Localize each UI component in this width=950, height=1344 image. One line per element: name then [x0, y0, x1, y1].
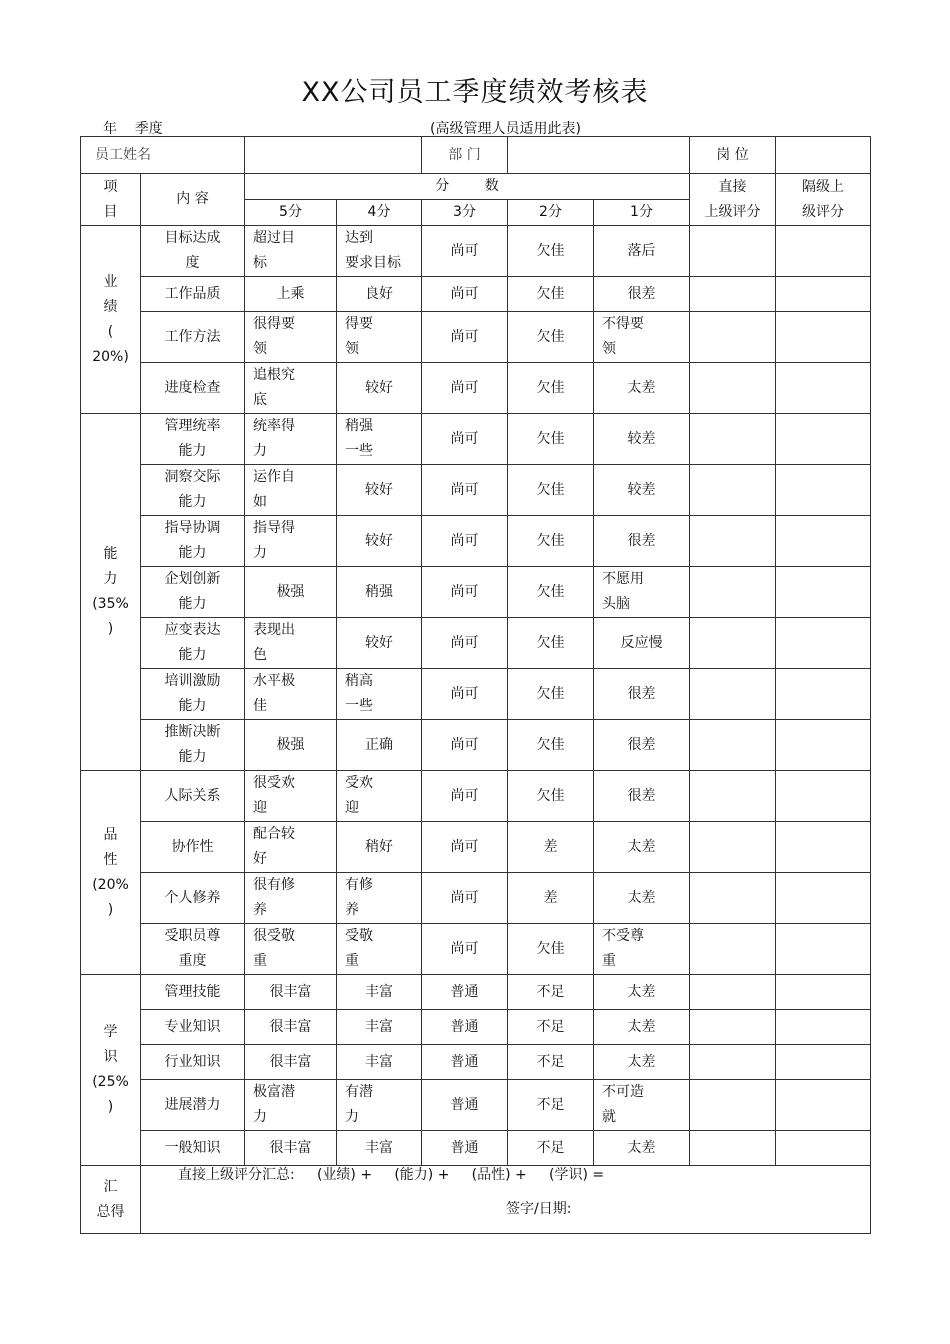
- criterion-label: 进度检查: [141, 363, 245, 414]
- score-4-descriptor: 正确: [337, 720, 422, 771]
- score-5-descriptor: 很受敬 重: [245, 924, 337, 975]
- table-row: [81, 465, 871, 516]
- score-2-descriptor: 欠佳: [508, 567, 594, 618]
- score-3-descriptor: 尚可: [422, 822, 508, 873]
- score-4-descriptor: 达到 要求目标: [337, 226, 422, 277]
- score-5-descriptor: 水平极 佳: [245, 669, 337, 720]
- table-row: [81, 1045, 871, 1080]
- criterion-label: 指导协调 能力: [141, 516, 245, 567]
- department-label: 部 门: [422, 137, 508, 174]
- info-row: [81, 137, 871, 174]
- score-1-header: 1分: [594, 200, 690, 226]
- score-1-descriptor: 不得要 领: [594, 312, 690, 363]
- skip-level-score-cell[interactable]: [776, 1080, 871, 1131]
- criterion-label: 人际关系: [141, 771, 245, 822]
- score-2-descriptor: 欠佳: [508, 924, 594, 975]
- direct-supervisor-score-cell[interactable]: [690, 277, 776, 312]
- score-4-descriptor: 丰富: [337, 1045, 422, 1080]
- summary-label: 汇 总得: [81, 1166, 141, 1234]
- direct-supervisor-score-cell[interactable]: [690, 414, 776, 465]
- score-1-descriptor: 不受尊 重: [594, 924, 690, 975]
- score-4-descriptor: 丰富: [337, 975, 422, 1010]
- direct-supervisor-score-cell[interactable]: [690, 720, 776, 771]
- score-1-descriptor: 较差: [594, 414, 690, 465]
- score-1-descriptor: 反应慢: [594, 618, 690, 669]
- table-row: [81, 312, 871, 363]
- score-2-descriptor: 欠佳: [508, 720, 594, 771]
- score-1-descriptor: 很差: [594, 277, 690, 312]
- score-3-descriptor: 尚可: [422, 618, 508, 669]
- score-1-descriptor: 太差: [594, 1010, 690, 1045]
- score-5-header: 5分: [245, 200, 337, 226]
- item-header: 项 目: [81, 174, 141, 226]
- criterion-label: 推断决断 能力: [141, 720, 245, 771]
- criterion-label: 一般知识: [141, 1131, 245, 1166]
- score-4-descriptor: 受敬 重: [337, 924, 422, 975]
- criterion-label: 专业知识: [141, 1010, 245, 1045]
- summary-formula: 直接上级评分汇总: (业绩) + (能力) + (品性) + (学识) =: [178, 1167, 605, 1183]
- criterion-label: 工作方法: [141, 312, 245, 363]
- table-row: [81, 924, 871, 975]
- skip-level-score-cell[interactable]: [776, 924, 871, 975]
- score-5-descriptor: 很丰富: [245, 1010, 337, 1045]
- score-2-descriptor: 不足: [508, 1045, 594, 1080]
- score-3-descriptor: 尚可: [422, 312, 508, 363]
- score-5-descriptor: 超过目 标: [245, 226, 337, 277]
- table-row: [81, 567, 871, 618]
- direct-supervisor-score-cell[interactable]: [690, 822, 776, 873]
- score-4-descriptor: 较好: [337, 618, 422, 669]
- score-5-descriptor: 极强: [245, 720, 337, 771]
- score-1-descriptor: 很差: [594, 771, 690, 822]
- score-3-descriptor: 尚可: [422, 771, 508, 822]
- score-5-descriptor: 很丰富: [245, 1131, 337, 1166]
- score-5-descriptor: 追根究 底: [245, 363, 337, 414]
- score-2-descriptor: 欠佳: [508, 226, 594, 277]
- criterion-label: 目标达成 度: [141, 226, 245, 277]
- score-1-descriptor: 很差: [594, 720, 690, 771]
- score-1-descriptor: 太差: [594, 873, 690, 924]
- score-2-descriptor: 欠佳: [508, 669, 594, 720]
- summary-section: [140, 1158, 870, 1226]
- score-4-descriptor: 丰富: [337, 1010, 422, 1045]
- score-4-descriptor: 稍强: [337, 567, 422, 618]
- score-2-descriptor: 不足: [508, 1080, 594, 1131]
- score-3-descriptor: 尚可: [422, 924, 508, 975]
- score-1-descriptor: 太差: [594, 1045, 690, 1080]
- score-5-descriptor: 很丰富: [245, 1045, 337, 1080]
- criterion-label: 进展潜力: [141, 1080, 245, 1131]
- table-row: [81, 771, 871, 822]
- direct-supervisor-score-cell[interactable]: [690, 363, 776, 414]
- score-1-descriptor: 太差: [594, 363, 690, 414]
- skip-level-score-cell[interactable]: [776, 975, 871, 1010]
- post-field[interactable]: [776, 137, 871, 174]
- score-4-descriptor: 良好: [337, 277, 422, 312]
- category-label: 品 性 (20% ): [81, 771, 141, 975]
- table-row: [81, 363, 871, 414]
- criterion-label: 企划创新 能力: [141, 567, 245, 618]
- skip-level-score-cell[interactable]: [776, 516, 871, 567]
- direct-supervisor-score-cell[interactable]: [690, 771, 776, 822]
- score-3-descriptor: 尚可: [422, 567, 508, 618]
- score-3-descriptor: 尚可: [422, 277, 508, 312]
- score-1-descriptor: 很差: [594, 516, 690, 567]
- direct-supervisor-score-cell[interactable]: [690, 618, 776, 669]
- criterion-label: 管理技能: [141, 975, 245, 1010]
- criterion-label: 工作品质: [141, 277, 245, 312]
- skip-level-score-cell[interactable]: [776, 822, 871, 873]
- content-header: 内 容: [141, 174, 245, 226]
- score-3-descriptor: 尚可: [422, 363, 508, 414]
- table-row: [81, 618, 871, 669]
- table-row: [81, 414, 871, 465]
- skip-level-score-cell[interactable]: [776, 312, 871, 363]
- signature-date-label: 签字/日期:: [506, 1201, 572, 1217]
- score-3-descriptor: 普通: [422, 1045, 508, 1080]
- score-3-header: 3分: [422, 200, 508, 226]
- table-row: [81, 1010, 871, 1045]
- skip-level-score-cell[interactable]: [776, 567, 871, 618]
- score-4-descriptor: 有潜 力: [337, 1080, 422, 1131]
- score-4-descriptor: 较好: [337, 363, 422, 414]
- score-2-descriptor: 不足: [508, 975, 594, 1010]
- direct-supervisor-score-cell[interactable]: [690, 1080, 776, 1131]
- table-row: [81, 669, 871, 720]
- score-1-descriptor: 较差: [594, 465, 690, 516]
- table-row: [81, 873, 871, 924]
- employee-name-field[interactable]: [245, 137, 422, 174]
- score-4-descriptor: 较好: [337, 516, 422, 567]
- score-2-descriptor: 欠佳: [508, 414, 594, 465]
- score-2-descriptor: 欠佳: [508, 277, 594, 312]
- criterion-label: 管理统率 能力: [141, 414, 245, 465]
- score-5-descriptor: 配合较 好: [245, 822, 337, 873]
- score-5-descriptor: 统率得 力: [245, 414, 337, 465]
- skip-level-score-cell[interactable]: [776, 277, 871, 312]
- score-2-header: 2分: [508, 200, 594, 226]
- skip-level-score-cell[interactable]: [776, 720, 871, 771]
- skip-level-score-cell[interactable]: [776, 1010, 871, 1045]
- score-3-descriptor: 尚可: [422, 516, 508, 567]
- direct-supervisor-score-cell[interactable]: [690, 873, 776, 924]
- score-5-descriptor: 指导得 力: [245, 516, 337, 567]
- period-label: 年 季度: [103, 121, 163, 137]
- score-5-descriptor: 极富潜 力: [245, 1080, 337, 1131]
- criterion-label: 培训激励 能力: [141, 669, 245, 720]
- score-2-descriptor: 差: [508, 873, 594, 924]
- score-4-descriptor: 丰富: [337, 1131, 422, 1166]
- score-5-descriptor: 上乘: [245, 277, 337, 312]
- score-3-descriptor: 尚可: [422, 414, 508, 465]
- score-2-descriptor: 欠佳: [508, 771, 594, 822]
- criterion-label: 协作性: [141, 822, 245, 873]
- score-4-descriptor: 得要 领: [337, 312, 422, 363]
- score-1-descriptor: 太差: [594, 1131, 690, 1166]
- skip-level-score-cell[interactable]: [776, 465, 871, 516]
- direct-supervisor-header: 直接 上级评分: [690, 174, 776, 226]
- direct-supervisor-score-cell[interactable]: [690, 516, 776, 567]
- post-label: 岗 位: [690, 137, 776, 174]
- score-3-descriptor: 尚可: [422, 226, 508, 277]
- criterion-label: 洞察交际 能力: [141, 465, 245, 516]
- table-row: [81, 277, 871, 312]
- skip-level-score-cell[interactable]: [776, 873, 871, 924]
- category-label: 学 识 (25% ): [81, 975, 141, 1166]
- category-label: 能 力 (35% ): [81, 414, 141, 771]
- score-2-descriptor: 不足: [508, 1131, 594, 1166]
- direct-supervisor-score-cell[interactable]: [690, 975, 776, 1010]
- direct-supervisor-score-cell[interactable]: [690, 1010, 776, 1045]
- skip-level-score-cell[interactable]: [776, 363, 871, 414]
- table-row: [81, 720, 871, 771]
- criterion-label: 受职员尊 重度: [141, 924, 245, 975]
- score-3-descriptor: 普通: [422, 1131, 508, 1166]
- table-row: [81, 975, 871, 1010]
- score-2-descriptor: 欠佳: [508, 618, 594, 669]
- score-2-descriptor: 欠佳: [508, 465, 594, 516]
- score-1-descriptor: 很差: [594, 669, 690, 720]
- score-3-descriptor: 普通: [422, 975, 508, 1010]
- direct-supervisor-score-cell[interactable]: [690, 567, 776, 618]
- direct-supervisor-score-cell[interactable]: [690, 312, 776, 363]
- score-5-descriptor: 表现出 色: [245, 618, 337, 669]
- appraisal-table: [80, 136, 871, 1234]
- score-5-descriptor: 很有修 养: [245, 873, 337, 924]
- score-1-descriptor: 不可造 就: [594, 1080, 690, 1131]
- score-3-descriptor: 普通: [422, 1010, 508, 1045]
- score-4-descriptor: 较好: [337, 465, 422, 516]
- skip-level-score-cell[interactable]: [776, 414, 871, 465]
- score-4-descriptor: 有修 养: [337, 873, 422, 924]
- score-1-descriptor: 太差: [594, 822, 690, 873]
- direct-supervisor-score-cell[interactable]: [690, 465, 776, 516]
- score-3-descriptor: 普通: [422, 1080, 508, 1131]
- score-2-descriptor: 欠佳: [508, 516, 594, 567]
- score-1-descriptor: 不愿用 头脑: [594, 567, 690, 618]
- score-2-descriptor: 差: [508, 822, 594, 873]
- skip-level-score-cell[interactable]: [776, 226, 871, 277]
- criterion-label: 应变表达 能力: [141, 618, 245, 669]
- criterion-label: 个人修养: [141, 873, 245, 924]
- skip-level-score-cell[interactable]: [776, 771, 871, 822]
- header-row-1: [81, 174, 871, 200]
- table-row: [81, 226, 871, 277]
- score-4-descriptor: 受欢 迎: [337, 771, 422, 822]
- skip-level-score-cell[interactable]: [776, 1045, 871, 1080]
- score-header: 分 数: [245, 174, 690, 200]
- score-4-header: 4分: [337, 200, 422, 226]
- employee-name-label: 员工姓名: [81, 137, 245, 174]
- score-5-descriptor: 很得要 领: [245, 312, 337, 363]
- score-2-descriptor: 不足: [508, 1010, 594, 1045]
- skip-level-score-cell[interactable]: [776, 618, 871, 669]
- score-1-descriptor: 太差: [594, 975, 690, 1010]
- direct-supervisor-score-cell[interactable]: [690, 1045, 776, 1080]
- form-title: XX公司员工季度绩效考核表: [301, 77, 649, 108]
- table-row: [81, 822, 871, 873]
- table-row: [81, 516, 871, 567]
- category-label: 业 绩 ( 20%): [81, 226, 141, 414]
- score-5-descriptor: 很受欢 迎: [245, 771, 337, 822]
- skip-level-header: 隔级上 级评分: [776, 174, 871, 226]
- applicability-note: (高级管理人员适用此表): [430, 121, 581, 137]
- criterion-label: 行业知识: [141, 1045, 245, 1080]
- skip-level-score-cell[interactable]: [776, 669, 871, 720]
- score-5-descriptor: 运作自 如: [245, 465, 337, 516]
- score-1-descriptor: 落后: [594, 226, 690, 277]
- department-field[interactable]: [508, 137, 690, 174]
- direct-supervisor-score-cell[interactable]: [690, 226, 776, 277]
- score-3-descriptor: 尚可: [422, 465, 508, 516]
- score-5-descriptor: 极强: [245, 567, 337, 618]
- score-4-descriptor: 稍强 一些: [337, 414, 422, 465]
- score-4-descriptor: 稍好: [337, 822, 422, 873]
- score-2-descriptor: 欠佳: [508, 312, 594, 363]
- score-4-descriptor: 稍高 一些: [337, 669, 422, 720]
- score-3-descriptor: 尚可: [422, 720, 508, 771]
- direct-supervisor-score-cell[interactable]: [690, 669, 776, 720]
- direct-supervisor-score-cell[interactable]: [690, 924, 776, 975]
- score-3-descriptor: 尚可: [422, 669, 508, 720]
- table-row: [81, 1080, 871, 1131]
- score-3-descriptor: 尚可: [422, 873, 508, 924]
- score-5-descriptor: 很丰富: [245, 975, 337, 1010]
- score-2-descriptor: 欠佳: [508, 363, 594, 414]
